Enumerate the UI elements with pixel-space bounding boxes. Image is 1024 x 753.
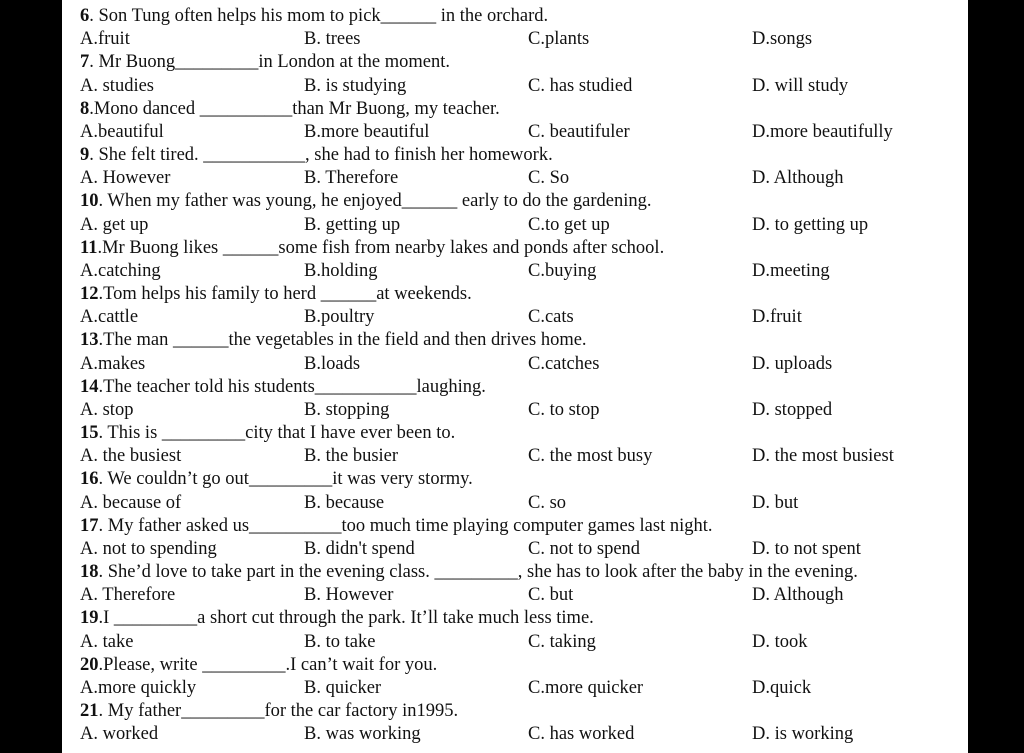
question-text: .I _________a short cut through the park. It’ll take much less time. <box>98 608 594 629</box>
question-text: .Mono danced __________than Mr Buong, my teacher. <box>89 98 500 119</box>
option-d: D. but <box>752 492 799 513</box>
question-number: 10 <box>80 191 99 212</box>
question-18 <box>80 561 968 584</box>
option-a: A. get up <box>80 214 149 235</box>
question-number: 9 <box>80 145 90 166</box>
option-b: B. the busier <box>304 446 399 467</box>
option-a: A. worked <box>80 724 159 745</box>
options-row <box>80 167 968 190</box>
question-number: 21 <box>80 701 99 722</box>
options-row <box>80 631 968 654</box>
worksheet-page <box>62 0 968 753</box>
question-list <box>80 5 968 747</box>
option-c: C. taking <box>528 631 596 652</box>
option-a: A. stop <box>80 399 134 420</box>
options-row <box>80 399 968 422</box>
option-a: A. take <box>80 631 134 652</box>
option-c: C. so <box>528 492 567 513</box>
option-d: D. Although <box>752 168 844 189</box>
option-a: A.beautiful <box>80 121 164 142</box>
question-number: 11 <box>80 237 98 258</box>
question-7 <box>80 51 968 74</box>
option-b: B.more beautiful <box>304 121 430 142</box>
option-d: D. to not spent <box>752 538 861 559</box>
option-d: D.fruit <box>752 307 802 328</box>
option-d: D.songs <box>752 29 813 50</box>
option-a: A.fruit <box>80 29 130 50</box>
option-b: B. Therefore <box>304 168 399 189</box>
question-text: . She’d love to take part in the evening class. _________, she has to look after the baby in the evening. <box>98 562 858 583</box>
question-number: 14 <box>80 376 99 397</box>
question-text: . She felt tired. ___________, she had to finish her homework. <box>89 145 553 166</box>
option-b: B. was working <box>304 724 421 745</box>
question-14 <box>80 376 968 399</box>
option-d: D. uploads <box>752 353 833 374</box>
question-text: .Please, write _________.I can’t wait for you. <box>98 654 438 675</box>
option-d: D. the most busiest <box>752 446 894 467</box>
question-20 <box>80 654 968 677</box>
option-b: B. to take <box>304 631 376 652</box>
option-c: C. to stop <box>528 399 600 420</box>
option-c: C.buying <box>528 260 597 281</box>
option-b: B. is studying <box>304 75 407 96</box>
question-number: 12 <box>80 284 99 305</box>
options-row <box>80 538 968 561</box>
option-d: D. Although <box>752 585 844 606</box>
option-c: C.catches <box>528 353 600 374</box>
option-d: D.quick <box>752 677 812 698</box>
question-text: . Son Tung often helps his mom to pick______ in the orchard. <box>89 6 549 26</box>
option-c: C. but <box>528 585 574 606</box>
question-text: . We couldn’t go out_________it was very stormy. <box>98 469 473 490</box>
question-10 <box>80 190 968 213</box>
options-row <box>80 121 968 144</box>
question-12 <box>80 283 968 306</box>
question-number: 15 <box>80 423 99 444</box>
option-d: D. took <box>752 631 808 652</box>
question-11 <box>80 237 968 260</box>
option-a: A.more quickly <box>80 677 197 698</box>
question-text: . Mr Buong_________in London at the moment. <box>89 52 450 73</box>
question-number: 7 <box>80 52 90 73</box>
options-row <box>80 75 968 98</box>
question-9 <box>80 144 968 167</box>
option-c: C. not to spend <box>528 538 641 559</box>
option-c: C.more quicker <box>528 677 644 698</box>
question-number: 20 <box>80 654 99 675</box>
options-row <box>80 214 968 237</box>
option-a: A.catching <box>80 260 161 281</box>
question-17 <box>80 515 968 538</box>
option-b: B.loads <box>304 353 361 374</box>
question-text: .The teacher told his students___________laughing. <box>98 376 486 397</box>
question-text: .Tom helps his family to herd ______at weekends. <box>98 284 472 305</box>
question-16 <box>80 468 968 491</box>
option-a: A.makes <box>80 353 146 374</box>
option-c: C. So <box>528 168 570 189</box>
option-b: B. didn't spend <box>304 538 415 559</box>
question-number: 13 <box>80 330 99 351</box>
option-b: B. trees <box>304 29 361 50</box>
option-a: A. studies <box>80 75 154 96</box>
option-c: C.cats <box>528 307 574 328</box>
question-19 <box>80 607 968 630</box>
question-text: . My father asked us__________too much time playing computer games last night. <box>98 515 713 536</box>
option-c: C. has worked <box>528 724 635 745</box>
option-d: D.more beautifully <box>752 121 893 142</box>
question-number: 19 <box>80 608 99 629</box>
option-b: B. However <box>304 585 394 606</box>
question-21 <box>80 700 968 723</box>
options-row <box>80 445 968 468</box>
question-text: .The man ______the vegetables in the field and then drives home. <box>98 330 587 351</box>
option-a: A. not to spending <box>80 538 217 559</box>
options-row <box>80 492 968 515</box>
option-b: B. stopping <box>304 399 390 420</box>
question-number: 17 <box>80 515 99 536</box>
question-text: . My father_________for the car factory in1995. <box>98 701 459 722</box>
option-a: A. because of <box>80 492 182 513</box>
option-d: D. stopped <box>752 399 833 420</box>
options-row <box>80 677 968 700</box>
options-row <box>80 28 968 51</box>
question-text: . This is _________city that I have ever been to. <box>98 423 456 444</box>
question-number: 8 <box>80 98 90 119</box>
question-text: . When my father was young, he enjoyed______ early to do the gardening. <box>98 191 652 212</box>
question-13 <box>80 329 968 352</box>
question-text: .Mr Buong likes ______some fish from nearby lakes and ponds after school. <box>97 237 665 258</box>
option-d: D. is working <box>752 724 854 745</box>
option-d: D. will study <box>752 75 849 96</box>
option-c: C. beautifuler <box>528 121 630 142</box>
question-6 <box>80 5 968 28</box>
question-15 <box>80 422 968 445</box>
option-a: A.cattle <box>80 307 139 328</box>
question-number: 16 <box>80 469 99 490</box>
question-8 <box>80 98 968 121</box>
option-b: B. quicker <box>304 677 382 698</box>
option-c: C. the most busy <box>528 446 653 467</box>
options-row <box>80 260 968 283</box>
options-row <box>80 723 968 746</box>
option-b: B. getting up <box>304 214 401 235</box>
option-a: A. However <box>80 168 171 189</box>
option-a: A. the busiest <box>80 446 182 467</box>
option-b: B.poultry <box>304 307 375 328</box>
question-number: 6 <box>80 6 90 26</box>
option-b: B. because <box>304 492 385 513</box>
option-c: C.to get up <box>528 214 610 235</box>
options-row <box>80 306 968 329</box>
option-b: B.holding <box>304 260 378 281</box>
option-d: D.meeting <box>752 260 830 281</box>
options-row <box>80 584 968 607</box>
question-number: 18 <box>80 562 99 583</box>
option-a: A. Therefore <box>80 585 176 606</box>
option-d: D. to getting up <box>752 214 869 235</box>
option-c: C.plants <box>528 29 590 50</box>
options-row <box>80 353 968 376</box>
option-c: C. has studied <box>528 75 633 96</box>
